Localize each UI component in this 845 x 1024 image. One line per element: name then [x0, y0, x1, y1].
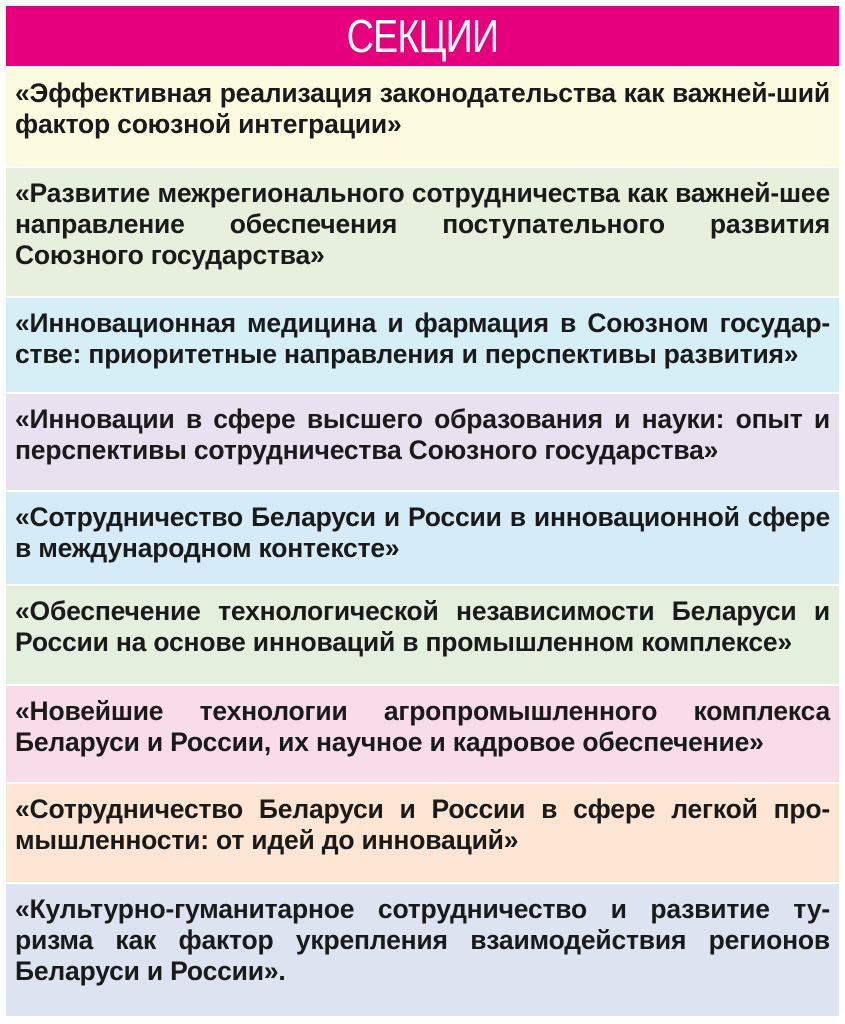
header-bar — [6, 6, 839, 66]
page-title: СЕКЦИИ — [346, 10, 499, 62]
section-item-6 — [6, 586, 839, 684]
section-item-7 — [6, 686, 839, 782]
section-text: «Обеспечение технологической независимости Беларуси и России на основе инноваций в промышленном комплексе» — [15, 596, 830, 657]
section-item-1 — [6, 68, 839, 166]
section-item-9 — [6, 884, 839, 1016]
section-item-2 — [6, 168, 839, 296]
section-text: «Новейшие технологии агропромышленного комплекса Беларуси и России, их научное и кадровое обеспечение» — [15, 696, 830, 757]
section-item-5 — [6, 492, 839, 584]
section-text: «Развитие межрегионального сотрудничества как важней-шее направление обеспечения поступательного развития Союзного государства» — [15, 178, 830, 270]
section-text: «Культурно-гуманитарное сотрудничество и развитие ту-ризма как фактор укрепления взаимодействия регионов Беларуси и России». — [15, 894, 830, 986]
section-item-3 — [6, 298, 839, 392]
section-text: «Эффективная реализация законодательства как важней-ший фактор союзной интеграции» — [15, 78, 830, 139]
section-item-8 — [6, 784, 839, 882]
section-text: «Инновации в сфере высшего образования и науки: опыт и перспективы сотрудничества Союзного государства» — [15, 404, 830, 465]
section-text: «Сотрудничество Беларуси и России в сфере легкой про-мышленности: от идей до инноваций» — [15, 794, 830, 855]
section-item-4 — [6, 394, 839, 490]
section-text: «Инновационная медицина и фармация в Союзном государ-стве: приоритетные направления и перспективы развития» — [15, 308, 830, 369]
section-text: «Сотрудничество Беларуси и России в инновационной сфере в международном контексте» — [15, 502, 830, 563]
